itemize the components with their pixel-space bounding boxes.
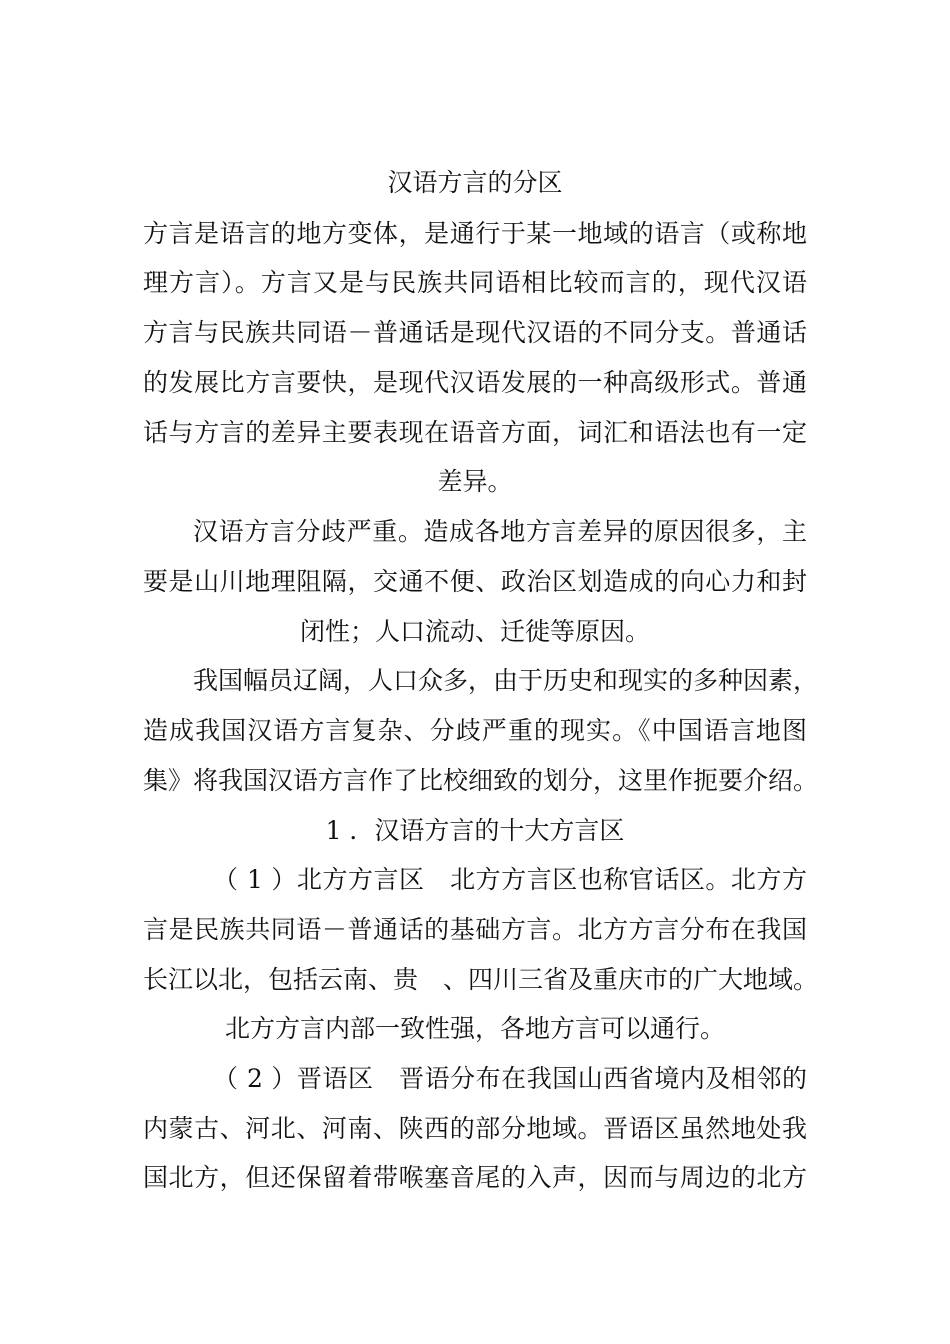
paragraph-5-line-1: （ 2 ）晋语区 晋语分布在我国山西省境内及相邻的 — [213, 1064, 807, 1093]
paragraph-1-line-2: 理方言）。方言又是与民族共同语相比较而言的，现代汉语 — [143, 268, 807, 297]
paragraph-1-line-1: 方言是语言的地方变体，是通行于某一地域的语言（或称地 — [143, 219, 807, 248]
paragraph-5-line-3: 国北方，但还保留着带喉塞音尾的入声，因而与周边的北方 — [143, 1163, 807, 1192]
paragraph-1-line-5: 话与方言的差异主要表现在语音方面，词汇和语法也有一定 — [143, 418, 807, 447]
paragraph-4-line-2: 言是民族共同语－普通话的基础方言。北方方言分布在我国 — [143, 915, 807, 944]
document-title: 汉语方言的分区 — [387, 168, 563, 197]
paragraph-4-line-4: 北方方言内部一致性强，各地方言可以通行。 — [224, 1014, 725, 1043]
paragraph-2-line-3: 闭性；人口流动、迁徙等原因。 — [299, 617, 650, 646]
paragraph-1-line-3: 方言与民族共同语－普通话是现代汉语的不同分支。普通话 — [143, 318, 807, 347]
paragraph-4-line-3: 长江以北，包括云南、贵 、四川三省及重庆市的广大地域。 — [143, 965, 819, 994]
paragraph-3-line-3: 集》将我国汉语方言作了比校细致的划分，这里作扼要介绍。 — [143, 766, 819, 795]
paragraph-2-line-2: 要是山川地理阻隔，交通不便、政治区划造成的向心力和封 — [143, 567, 807, 596]
section-heading-1: 1 ．汉语方言的十大方言区 — [325, 816, 625, 845]
paragraph-1-line-6: 差异。 — [437, 467, 513, 496]
paragraph-1-line-4: 的发展比方言要快，是现代汉语发展的一种高级形式。普通 — [143, 368, 807, 397]
paragraph-5-line-2: 内蒙古、河北、河南、陕西的部分地域。晋语区虽然地处我 — [143, 1114, 807, 1143]
paragraph-2-line-1: 汉语方言分歧严重。造成各地方言差异的原因很多，主 — [193, 517, 807, 546]
paragraph-3-line-1: 我国幅员辽阔，人口众多，由于历史和现实的多种因素， — [193, 666, 819, 695]
paragraph-4-line-1: （ 1 ）北方方言区 北方方言区也称官话区。北方方 — [213, 865, 807, 894]
paragraph-3-line-2: 造成我国汉语方言复杂、分歧严重的现实。《中国语言地图 — [143, 716, 807, 745]
